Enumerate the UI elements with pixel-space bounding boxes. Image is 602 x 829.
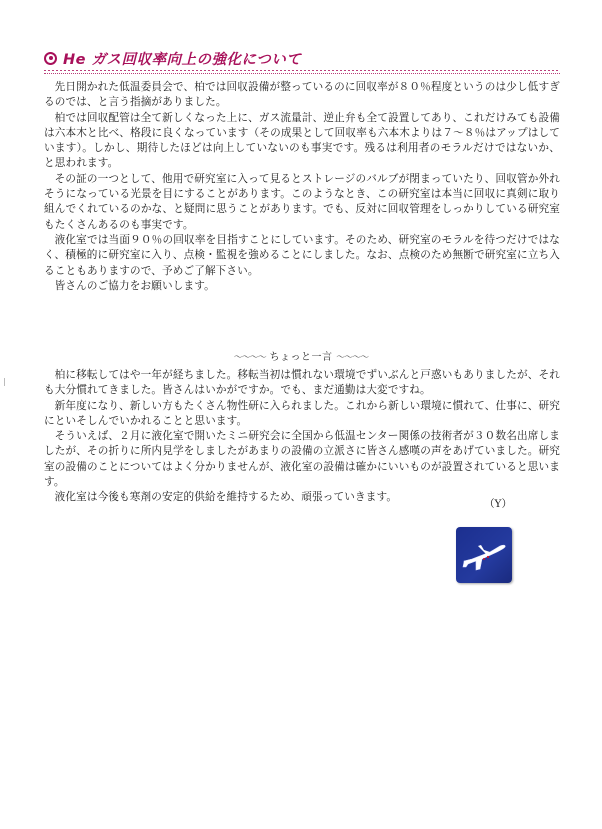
- article-paragraph: 先日開かれた低温委員会で、柏では回収設備が整っているのに回収率が８０％程度というのは少し低すぎるのでは、と言う指摘がありました。: [44, 81, 560, 109]
- column-paragraph: 新年度になり、新しい方もたくさん物性研に入られました。これから新しい環境に慣れて、仕事に、研究にといそしんでいかれることと思います。: [44, 399, 560, 427]
- airplane-glyph: [460, 535, 508, 575]
- article-title: He ガス回収率向上の強化について: [63, 51, 302, 68]
- column-paragraph: 液化室は今後も寒剤の安定的供給を維持するため、頑張っていきます。: [54, 491, 398, 504]
- column-signature: （Y）: [484, 498, 512, 510]
- article-body: [44, 80, 560, 294]
- article-paragraph: 柏では回収配管は全て新しくなった上に、ガス流量計、逆止弁も全て設置してあり、これだけみても設備は六本木と比べ、格段に良くなっています（その成果として回収率も六本木よりは７〜８％はアップはしています）。しかし、期待したほどは向上していないのも事実です。残るは利用者のモラルだけではないか、と思われます。: [44, 111, 560, 170]
- column-paragraph: そういえば、２月に液化室で開いたミニ研究会に全国から低温センター関係の技術者が３０数名出席しましたが、その折りに所内見学をしましたがあまりの設備の立派さに皆さん感嘆の声をあげていました。研究室の設備のことについてはよく分かりませんが、液化室の設備は確かにいいものが設置されていると思います。: [44, 430, 560, 489]
- scan-edge-mark: [0, 378, 5, 386]
- double-circle-icon: [44, 52, 57, 65]
- column-heading: ちょっと一言: [269, 352, 333, 363]
- article-paragraph: その証の一つとして、他用で研究室に入って見るとストレージのバルブが閉まっていたり、回収管か外れそうになっている光景を目にすることがあります。このようなとき、この研究室は本当に回収に真剣に取り組んでくれているのかな、と疑問に思うことがあります。でも、反対に回収管理をしっかりしている研究室もたくさんあるのも事実です。: [44, 172, 560, 231]
- article-paragraph: 皆さんのご協力をお願いします。: [54, 279, 215, 292]
- column-paragraph: 柏に移転してはや一年が経ちました。移転当初は慣れない環境でずいぶんと戸惑いもありましたが、それも大分慣れてきました。皆さんはいかがですか。でも、まだ通勤は大変ですね。: [44, 369, 560, 397]
- article-title-row: [44, 48, 301, 68]
- column-heading-row: [0, 348, 602, 363]
- wave-ornament-left: ～～～～: [233, 353, 266, 363]
- airplane-icon: [456, 527, 512, 583]
- title-underline: [44, 70, 560, 74]
- wave-ornament-right: ～～～～: [336, 353, 369, 363]
- article-paragraph: 液化室では当面９０％の回収率を目指すことにしています。そのため、研究室のモラルを待つだけではなく、積極的に研究室に入り、点検・監視を強めることにしました。なお、点検のため無断で研究室に立ち入ることもありますので、予めご了解下さい。: [44, 233, 560, 277]
- column-body: [44, 368, 560, 506]
